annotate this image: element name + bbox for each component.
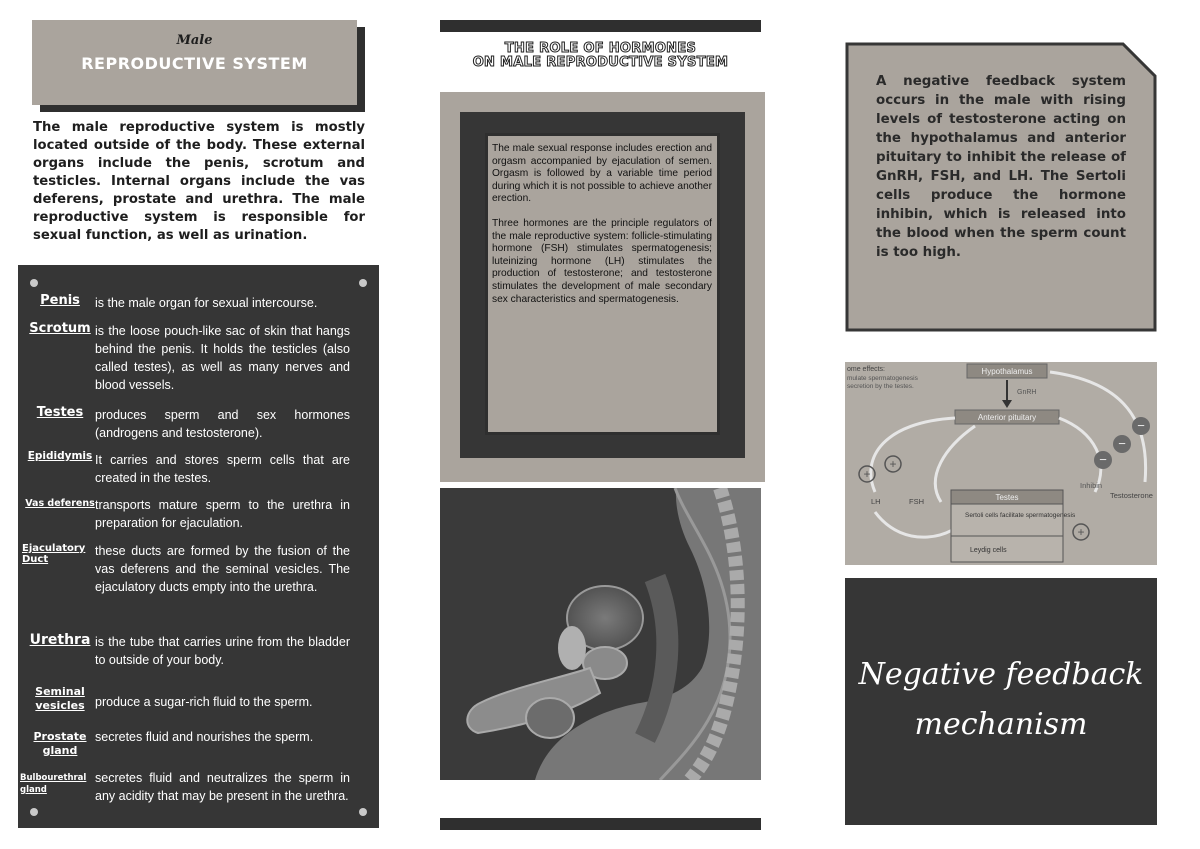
definition-term: Ejaculatory Duct: [22, 543, 86, 565]
definition-desc: is the tube that carries urine from the bladder to outside of your body.: [95, 635, 350, 667]
svg-text:−: −: [1099, 452, 1107, 467]
definition-term: Urethra: [29, 632, 91, 648]
definition-term: Penis: [40, 293, 80, 308]
diagram-side-line: mulate spermatogenesis: [847, 375, 918, 382]
corner-dot: [30, 279, 38, 287]
definition-term: Epididymis: [27, 450, 93, 462]
corner-dot: [359, 808, 367, 816]
definition-desc: is the loose pouch-like sac of skin that hangs behind the penis. It holds the testicles (also called testes), as well as many nerves and blood vessels.: [95, 324, 350, 392]
definition-desc: secretes fluid and neutralizes the sperm in any acidity that may be present in the urethra.: [95, 771, 350, 803]
title-box: [32, 20, 357, 105]
definition-desc: these ducts are formed by the fusion of the vas deferens and the seminal vesicles. The ejaculatory ducts empty into the urethra.: [95, 544, 350, 594]
inhibin-label: Inhibin: [1080, 481, 1103, 490]
sertoli-label: Sertoli cells facilitate spermatogenesis: [965, 512, 1076, 519]
definition-desc: is the male organ for sexual intercourse.: [95, 296, 318, 310]
leydig-node: [951, 536, 1063, 562]
feedback-diagram: [845, 362, 1157, 565]
hypothalamus-label: Hypothalamus: [981, 367, 1033, 376]
testes-label: Testes: [995, 493, 1019, 502]
lh-label: LH: [871, 497, 881, 506]
sertoli-node: [951, 504, 1063, 536]
hormones-text: [492, 143, 712, 318]
mechanism-title-line1: Negative feedback: [858, 657, 1144, 692]
hormones-paragraph-1: The male sexual response includes erection and orgasm accompanied by ejaculation of semen. Orgasm is followed by a variable time period during which it is not possible to achieve another erection.: [492, 143, 712, 205]
feedback-diagram-svg: [845, 362, 1157, 565]
definition-desc: secretes fluid and nourishes the sperm.: [95, 730, 314, 744]
svg-text:+: +: [889, 457, 897, 471]
minus-icon: [1132, 417, 1150, 435]
hormones-title: [440, 42, 761, 70]
minus-icon: [1113, 435, 1131, 453]
corner-dot: [359, 279, 367, 287]
anatomy-illustration: [440, 488, 761, 780]
definition-term: Prostate gland: [33, 730, 87, 757]
plus-icon: [1073, 524, 1089, 540]
mechanism-title: [845, 650, 1157, 750]
definition-term: Seminal vesicles: [35, 685, 85, 712]
gnrh-label: GnRH: [1017, 389, 1037, 396]
definition-desc: transports mature sperm to the urethra in preparation for ejaculation.: [95, 498, 350, 530]
arrow-head: [1002, 400, 1012, 408]
diagram-side-line: secretion by the testes.: [847, 383, 914, 390]
pituitary-label: Anterior pituitary: [977, 413, 1037, 422]
feedback-text: A negative feedback system occurs in the male with rising levels of testosterone acting on the hypothalamus and anterior pituitary to inhibit the release of GnRH, FSH, and LH. The Sertoli cells produce the hormone inhibin, which is released into the blood when the sperm count is too high.: [876, 74, 1126, 260]
plus-icon: [859, 466, 875, 482]
leydig-label: Leydig cells: [970, 547, 1007, 554]
svg-text:+: +: [1077, 525, 1085, 539]
top-divider-bar: [440, 20, 761, 32]
bottom-divider-bar: [440, 818, 761, 830]
definition-desc: produces sperm and sex hormones (androgens and testosterone).: [95, 408, 350, 440]
male-anatomy-image: [440, 488, 761, 780]
definition-term: Scrotum: [29, 321, 91, 336]
minus-icon: [1094, 451, 1112, 469]
definition-term: Bulbourethral gland: [20, 773, 87, 795]
page-title: REPRODUCTIVE SYSTEM: [81, 54, 308, 73]
definition-term: Testes: [36, 405, 84, 420]
svg-text:+: +: [863, 467, 871, 481]
hormones-title-line1: THE ROLE OF HORMONES: [504, 41, 697, 56]
definition-term: Vas deferens: [25, 498, 95, 509]
definition-desc: It carries and stores sperm cells that are created in the testes.: [95, 453, 350, 485]
hormones-paragraph-2: Three hormones are the principle regulators of the male reproductive system: follicle-stimulating hormone (FSH) stimulates spermatogenesis; luteinizing hormone (LH) stimulates the production of testosterone; and testosterone stimulates the development of male secondary sex characteristics and spermatogenesis.: [492, 217, 712, 305]
diagram-side-title: ome effects:: [847, 366, 886, 373]
plus-icon: [885, 456, 901, 472]
definitions-panel: [18, 265, 379, 828]
testosterone-label: Testosterone: [1110, 491, 1153, 500]
hormones-title-line2: ON MALE REPRODUCTIVE SYSTEM: [472, 55, 729, 70]
svg-text:−: −: [1118, 436, 1126, 451]
title-small: Male: [176, 33, 213, 48]
fsh-label: FSH: [909, 497, 924, 506]
corner-dot: [30, 808, 38, 816]
intro-paragraph: The male reproductive system is mostly located outside of the body. These external organs include the penis, scrotum and testicles. Internal organs include the vas deferens, prostate and urethra. The male reproductive system is responsible for sexual function, as well as urination.: [33, 120, 365, 243]
svg-text:−: −: [1137, 418, 1145, 433]
definition-desc: produce a sugar-rich fluid to the sperm.: [95, 695, 313, 709]
mechanism-title-line2: mechanism: [914, 707, 1088, 742]
